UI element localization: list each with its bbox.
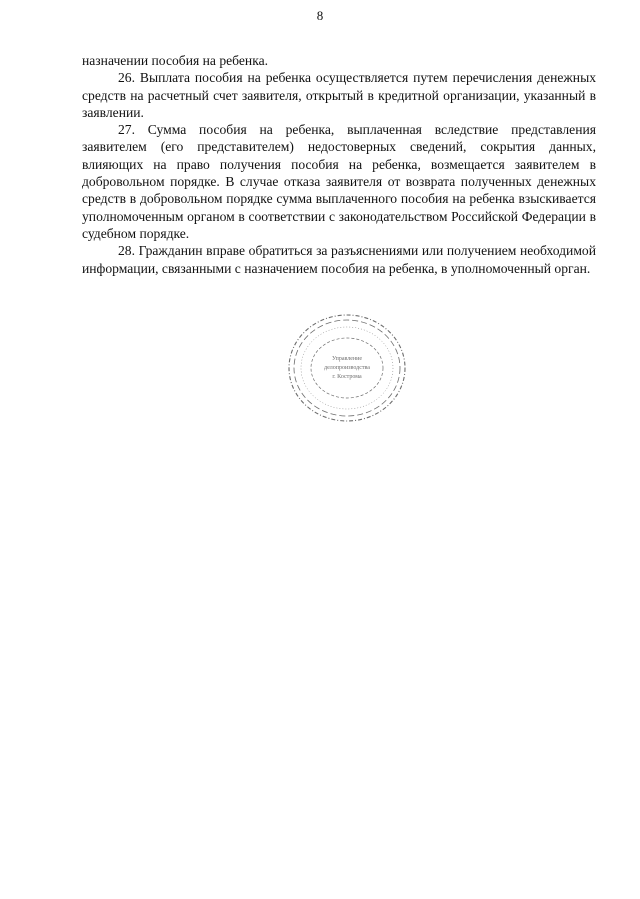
seal-graphic: [286, 312, 408, 424]
paragraph-26: 26. Выплата пособия на ребенка осуществляется путем перечисления денежных средств на расчетный счет заявителя, открытый в кредитной организации, указанный в заявлении.: [82, 70, 596, 120]
official-seal-stamp: [286, 312, 408, 424]
seal-line-1: Управление: [331, 356, 363, 362]
page-number: 8: [316, 8, 324, 23]
seal-line-3: г. Кострома: [332, 374, 362, 380]
document-body: [82, 52, 596, 277]
seal-line-2: делопроизводства: [324, 365, 370, 371]
paragraph-27: 27. Сумма пособия на ребенка, выплаченная вследствие представления заявителем (его представителем) недостоверных сведений, сокрытия данных, влияющих на право получения пособия на ребенка, возмещается заявителем в добровольном порядке. В случае отказа заявителя от возврата полученных денежных средств в добровольном порядке сумма выплаченного пособия на ребенка взыскивается уполномоченным органом в соответствии с законодательством Российской Федерации в судебном порядке.: [82, 122, 596, 241]
paragraph-28: 28. Гражданин вправе обратиться за разъяснениями или получением необходимой информации, связанными с назначением пособия на ребенка, в уполномоченный орган.: [82, 243, 596, 276]
paragraph-continuation: назначении пособия на ребенка.: [82, 53, 269, 68]
